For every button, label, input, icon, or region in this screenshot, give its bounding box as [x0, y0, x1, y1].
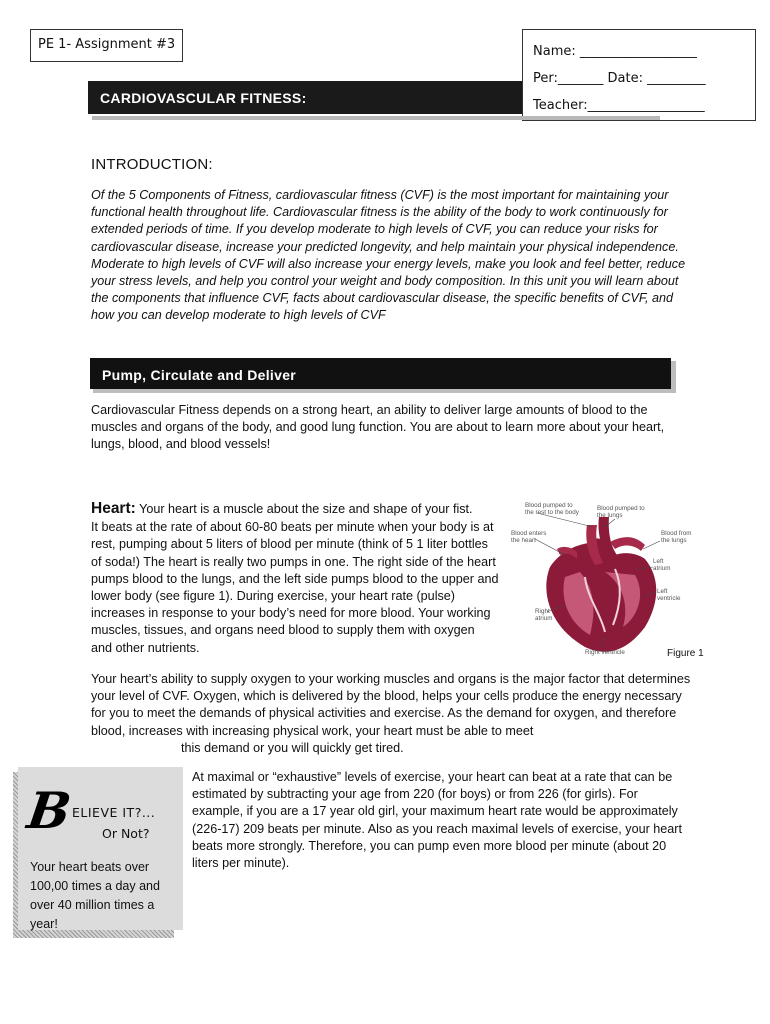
- label-from-lungs: Blood from: [661, 530, 692, 537]
- period-date-field[interactable]: Per:_______ Date: _________: [533, 71, 706, 86]
- introduction-heading: INTRODUCTION:: [91, 156, 213, 173]
- title-underline: [92, 116, 660, 120]
- maximal-heart-rate-paragraph: At maximal or “exhaustive” levels of exercise, your heart can beat at a rate that can be estimated by subtracting your age from 220 (for boys) or from 226 (for girls). For example, if you are a 17 year old girl, your maximum heart rate would be approximately (226-17) 209 beats per minute. Also as you reach maximal levels of exercise, your heart beats more strongly. Therefore, you can pump even more blood per minute (about 20 liters per minute).: [192, 770, 682, 871]
- student-info-box: [522, 29, 756, 121]
- or-not-text: Or Not?: [102, 826, 150, 841]
- label-blood-enters: Blood enters: [511, 530, 547, 537]
- svg-text:the rest to the body: the rest to the body: [525, 509, 579, 516]
- pump-heading-bar: Pump, Circulate and Deliver: [90, 358, 671, 389]
- heart-term: Heart:: [91, 500, 136, 517]
- label-to-body: Blood pumped to: [525, 502, 573, 509]
- label-to-lungs: Blood pumped to: [597, 505, 645, 512]
- heart-text: It beats at the rate of about 60-80 beats per minute when your body is at rest, pumping about 5 liters of blood per minute (think of 5 1 liter bottles of soda!) The heart is really two pumps in one. The right side of the heart pumps blood to the lungs, and the left side pumps blood to the upper and lower body (see figure 1). During exercise, your heart rate (pulse) increases in response to your body’s need for more blood. Your working muscles, tissues, and organs need blood to supply them with oxygen and other nutrients.: [91, 520, 499, 655]
- svg-text:the heart: the heart: [511, 537, 536, 544]
- oxygen-paragraph-end: this demand or you will quickly get tired.: [181, 741, 404, 755]
- heart-first-line: Your heart is a muscle about the size and shape of your fist.: [139, 502, 473, 516]
- figure-caption: Figure 1: [667, 648, 704, 659]
- svg-text:ventricle: ventricle: [657, 595, 681, 602]
- heartbeat-fact: Your heart beats over 100,00 times a day and over 40 million times a year!: [30, 860, 160, 931]
- pump-text: Cardiovascular Fitness depends on a strong heart, an ability to deliver large amounts of blood to the muscles and organs of the body, and good lung function. You are about to learn more about your heart, lungs, blood, and blood vessels!: [91, 403, 665, 452]
- label-left-atrium: Left: [653, 558, 664, 565]
- svg-text:atrium: atrium: [535, 615, 553, 622]
- oxygen-paragraph: Your heart’s ability to supply oxygen to your working muscles and organs is the major factor that determines your level of CVF. Oxygen, which is delivered by the blood, helps your cells produce the energy necessary for you to meet the demands of physical activities and exercise. As the demand for oxygen, and therefore blood, increases with increasing physical work, your heart must be able to meet: [91, 672, 691, 738]
- heart-diagram: [505, 497, 705, 662]
- label-right-atrium: Right: [535, 608, 550, 615]
- section-title-bar: CARDIOVASCULAR FITNESS:: [88, 81, 522, 114]
- svg-text:the lungs: the lungs: [661, 537, 687, 544]
- heart-illustration: [546, 517, 656, 652]
- name-field[interactable]: Name: __________________: [533, 44, 697, 59]
- heart-paragraph: [91, 500, 499, 657]
- teacher-field[interactable]: Teacher:__________________: [533, 98, 705, 113]
- assignment-label: PE 1- Assignment #3: [30, 29, 183, 62]
- svg-text:atrium: atrium: [653, 565, 671, 572]
- label-left-ventricle: Left: [657, 588, 668, 595]
- believe-it-text: ELIEVE IT?...: [72, 805, 156, 820]
- label-right-ventricle: Right ventricle: [585, 649, 625, 656]
- big-letter-b: B: [23, 781, 75, 840]
- svg-text:the lungs: the lungs: [597, 512, 623, 519]
- introduction-text: Of the 5 Components of Fitness, cardiovascular fitness (CVF) is the most important for maintaining your functional health throughout life. Cardiovascular fitness is the ability of the body to work continuously for extended periods of time. If you develop moderate to high levels of CVF, you can reduce your risks for cardiovascular disease, increase your predicted longevity, and help maintain your physical independence. Moderate to high levels of CVF will also increase your energy levels, make you look and feel better, reduce your stress levels, and help you control your weight and body composition. In this unit you will learn about the components that influence CVF, facts about cardiovascular disease, the specific benefits of CVF, and how you can develop moderate to high levels of CVF: [91, 188, 686, 323]
- believe-it-box: [18, 767, 183, 930]
